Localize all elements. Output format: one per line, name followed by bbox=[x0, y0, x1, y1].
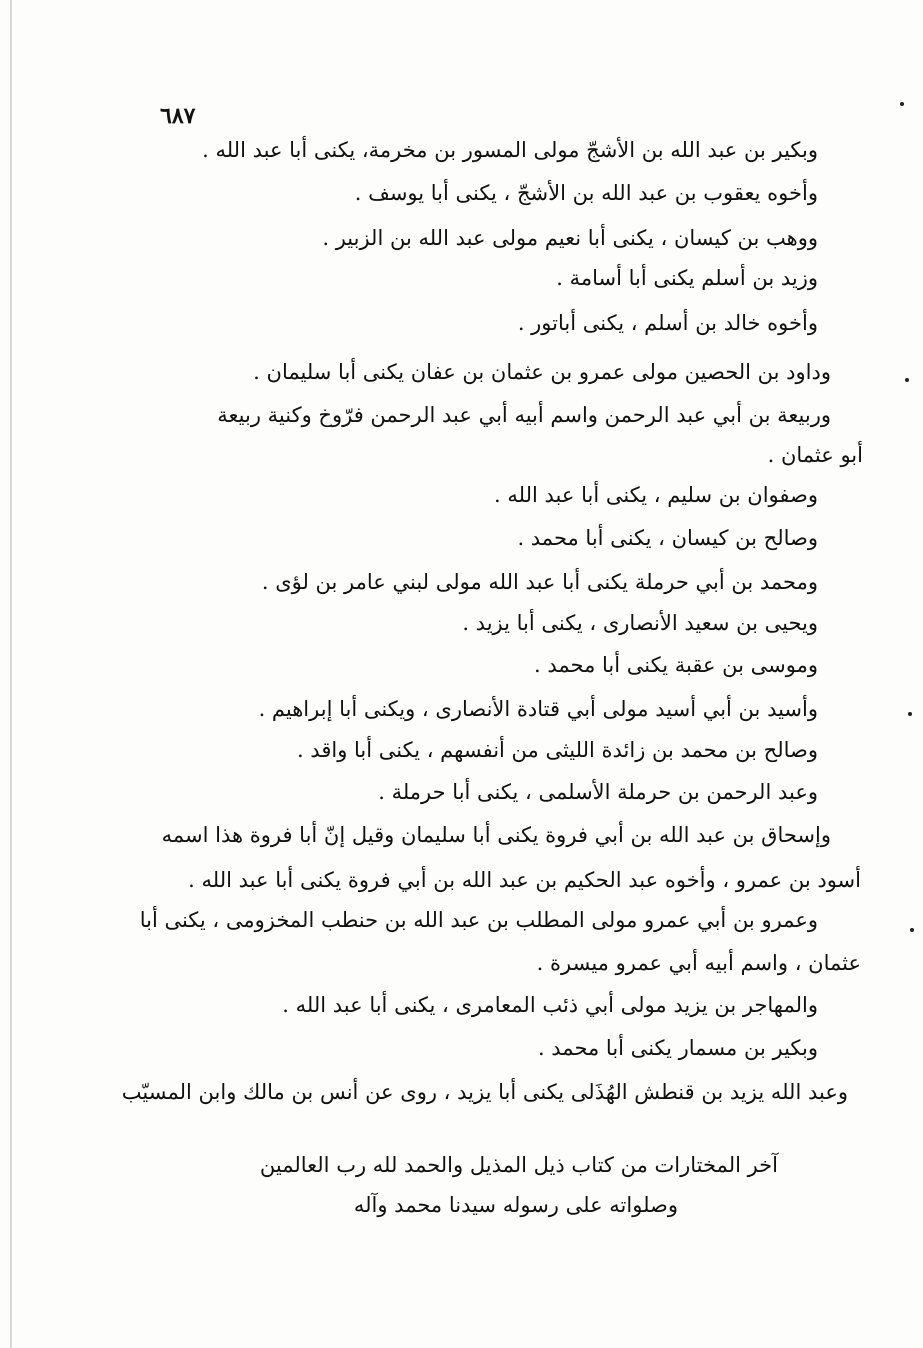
text-line: وصالح بن كيسان ، يكنى أبا محمد . bbox=[517, 526, 818, 550]
scan-mark bbox=[910, 928, 914, 932]
scan-mark bbox=[905, 378, 909, 382]
text-line: وصالح بن محمد بن زائدة الليثى من أنفسهم ، يكنى أبا واقد . bbox=[296, 738, 818, 762]
scan-border bbox=[10, 0, 12, 1348]
text-line: وأخوه خالد بن أسلم ، يكنى أباتور . bbox=[517, 311, 818, 335]
text-line: وصفوان بن سليم ، يكنى أبا عبد الله . bbox=[494, 483, 818, 507]
text-line: وربيعة بن أبي عبد الرحمن واسم أبيه أبي عبد الرحمن فرّوخ وكنية ربيعة bbox=[217, 403, 831, 427]
text-line: وعبد الله يزيد بن قنطش الهُذَلى يكنى أبا يزيد ، روى عن أنس بن مالك وابن المسيّب bbox=[121, 1080, 848, 1104]
text-line: وداود بن الحصين مولى عمرو بن عثمان بن عفان يكنى أبا سليمان . bbox=[253, 360, 831, 384]
text-line: ووهب بن كيسان ، يكنى أبا نعيم مولى عبد الله بن الزبير . bbox=[322, 226, 818, 250]
scan-mark bbox=[900, 102, 904, 106]
closing-line: وصلواته على رسوله سيدنا محمد وآله bbox=[353, 1193, 678, 1217]
text-line: وزيد بن أسلم يكنى أبا أسامة . bbox=[556, 266, 818, 290]
text-line: ويحيى بن سعيد الأنصارى ، يكنى أبا يزيد . bbox=[462, 611, 818, 635]
page-number: ٦٨٧ bbox=[160, 103, 196, 129]
text-line: أسود بن عمرو ، وأخوه عبد الحكيم بن عبد الله بن أبي فروة يكنى أبا عبد الله . bbox=[188, 868, 861, 892]
closing-line: آخر المختارات من كتاب ذيل المذيل والحمد لله رب العالمين bbox=[259, 1153, 778, 1177]
text-line: والمهاجر بن يزيد مولى أبي ذئب المعامرى ، يكنى أبا عبد الله . bbox=[282, 993, 818, 1017]
text-line: وأسيد بن أبي أسيد مولى أبي قتادة الأنصارى ، ويكنى أبا إبراهيم . bbox=[258, 697, 818, 721]
text-line: وبكير بن عبد الله بن الأشجّ مولى المسور بن مخرمة، يكنى أبا عبد الله . bbox=[202, 138, 818, 162]
text-line: وأخوه يعقوب بن عبد الله بن الأشجّ ، يكنى أبا يوسف . bbox=[354, 181, 818, 205]
text-line: عثمان ، واسم أبيه أبي عمرو ميسرة . bbox=[536, 951, 861, 975]
scan-mark bbox=[908, 712, 912, 716]
text-line: أبو عثمان . bbox=[767, 443, 863, 467]
text-line: وموسى بن عقبة يكنى أبا محمد . bbox=[534, 653, 818, 677]
text-line: وإسحاق بن عبد الله بن أبي فروة يكنى أبا سليمان وقيل إنّ أبا فروة هذا اسمه bbox=[161, 823, 831, 847]
text-line: وعمرو بن أبي عمرو مولى المطلب بن عبد الله بن حنطب المخزومى ، يكنى أبا bbox=[139, 908, 818, 932]
text-line: وبكير بن مسمار يكنى أبا محمد . bbox=[537, 1036, 818, 1060]
text-line: ومحمد بن أبي حرملة يكنى أبا عبد الله مولى لبني عامر بن لؤى . bbox=[261, 570, 818, 594]
text-line: وعبد الرحمن بن حرملة الأسلمى ، يكنى أبا حرملة . bbox=[378, 780, 818, 804]
